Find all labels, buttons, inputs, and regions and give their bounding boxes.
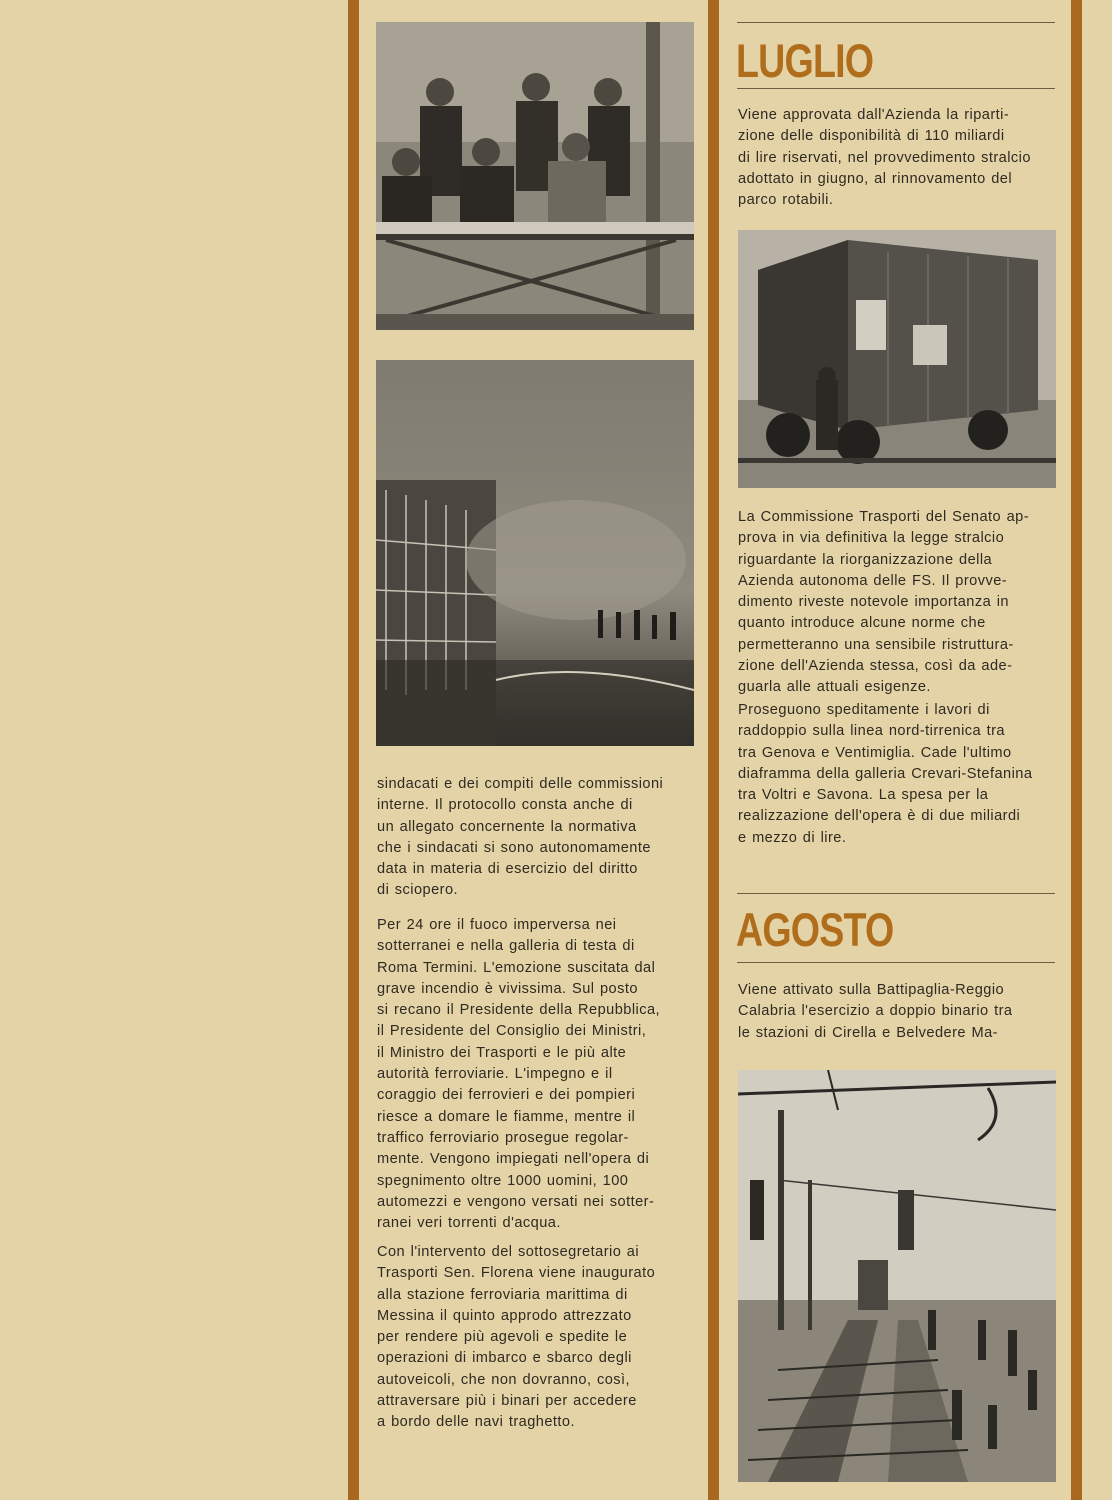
photo-track-construction-site	[738, 1070, 1056, 1482]
text-line: Per 24 ore il fuoco imperversa nei	[377, 917, 617, 933]
text-line: un allegato concernente la normativa	[377, 818, 637, 835]
text-line: Calabria l'esercizio a doppio binario tra	[738, 1003, 1013, 1020]
text-line: riguardante la riorganizzazione della	[738, 551, 993, 568]
text-line: di sciopero.	[377, 882, 459, 899]
text-line: riesce a domare le fiamme, mentre il	[377, 1108, 636, 1125]
right-margin-bar	[1071, 0, 1082, 1500]
text-line: tra Genova e Ventimiglia. Cade l'ultimo	[738, 744, 1012, 761]
photo-freight-wagon	[738, 230, 1056, 488]
text-line: ranei veri torrenti d'acqua.	[377, 1215, 561, 1232]
text-line: Con l'intervento del sottosegretario ai	[377, 1244, 640, 1260]
luglio-rule-top	[737, 22, 1055, 23]
text-line: permetteranno una sensibile ristruttura-	[738, 636, 1014, 653]
text-line: Proseguono speditamente i lavori di	[738, 702, 990, 718]
left-paragraph-1	[377, 774, 663, 902]
text-line: interne. Il protocollo consta anche di	[377, 797, 633, 814]
text-line: traffico ferroviario prosegue regolar-	[377, 1129, 629, 1146]
text-line: prova in via definitiva la legge stralcio	[738, 530, 1005, 547]
text-line: automezzi e vengono versati nei sotter-	[377, 1193, 655, 1210]
text-line: Viene attivato sulla Battipaglia-Reggio	[738, 982, 1005, 998]
text-line: il Ministro dei Trasporti e le più alte	[377, 1044, 627, 1061]
heading-luglio: LUGLIO	[736, 34, 874, 87]
text-line: dimento riveste notevole importanza in	[738, 594, 1009, 611]
text-line: Roma Termini. L'emozione suscitata dal	[377, 959, 656, 976]
left-paragraph-2	[377, 915, 660, 1234]
left-paragraph-3	[377, 1242, 655, 1434]
text-line: a bordo delle navi traghetto.	[377, 1414, 575, 1431]
heading-agosto: AGOSTO	[736, 903, 894, 956]
agosto-rule-top	[737, 893, 1055, 894]
text-line: autorità ferroviarie. L'impegno e il	[377, 1066, 613, 1083]
text-line: zione delle disponibilità di 110 miliardi	[738, 128, 1005, 145]
text-line: Azienda autonoma delle FS. Il provve-	[738, 572, 1008, 589]
text-line: parco rotabili.	[738, 192, 834, 209]
text-line: le stazioni di Cirella e Belvedere Ma-	[738, 1024, 998, 1041]
text-line: La Commissione Trasporti del Senato ap-	[738, 509, 1030, 525]
text-line: zione dell'Azienda stessa, così da ade-	[738, 658, 1013, 675]
text-line: per rendere più agevoli e spedite le	[377, 1329, 628, 1346]
left-margin-bar	[348, 0, 359, 1500]
photo-smoke-filled-station	[376, 360, 694, 746]
text-line: alla stazione ferroviaria marittima di	[377, 1286, 628, 1303]
text-line: grave incendio è vivissima. Sul posto	[377, 980, 638, 997]
text-line: mente. Vengono impiegati nell'opera di	[377, 1151, 650, 1168]
photo-signing-meeting	[376, 22, 694, 330]
text-line: Messina il quinto approdo attrezzato	[377, 1307, 632, 1324]
text-line: attraversare più i binari per accedere	[377, 1393, 637, 1410]
text-line: quanto introduce alcune norme che	[738, 615, 986, 632]
text-line: sindacati e dei compiti delle commissioni	[377, 776, 664, 792]
text-line: adottato in giugno, al rinnovamento del	[738, 170, 1013, 187]
text-line: guarla alle attuali esigenze.	[738, 679, 931, 696]
agosto-paragraph-1	[738, 980, 1012, 1044]
text-line: autoveicoli, che non dovranno, così,	[377, 1371, 631, 1388]
text-line: Viene approvata dall'Azienda la riparti-	[738, 107, 1010, 123]
text-line: data in materia di esercizio del diritto	[377, 861, 638, 878]
text-line: raddoppio sulla linea nord-tirrenica tra	[738, 723, 1005, 740]
text-line: che i sindacati si sono autonomamente	[377, 839, 651, 856]
text-line: operazioni di imbarco e sbarco degli	[377, 1350, 632, 1367]
text-line: si recano il Presidente della Repubblica,	[377, 1002, 661, 1019]
text-line: realizzazione dell'opera è di due miliardi	[738, 808, 1021, 825]
text-line: tra Voltri e Savona. La spesa per la	[738, 787, 989, 804]
luglio-rule-bottom	[737, 88, 1055, 89]
agosto-rule-bottom	[737, 962, 1055, 963]
text-line: di lire riservati, nel provvedimento stralcio	[738, 149, 1031, 166]
text-line: diaframma della galleria Crevari-Stefanina	[738, 765, 1033, 782]
luglio-paragraph-1	[738, 105, 1031, 211]
luglio-paragraph-3	[738, 700, 1032, 849]
text-line: sotterranei e nella galleria di testa di	[377, 938, 635, 955]
text-line: Trasporti Sen. Florena viene inaugurato	[377, 1265, 656, 1282]
luglio-paragraph-2	[738, 507, 1029, 699]
text-line: spegnimento oltre 1000 uomini, 100	[377, 1172, 629, 1189]
center-divider-bar	[708, 0, 719, 1500]
text-line: il Presidente del Consiglio dei Ministri,	[377, 1023, 647, 1040]
text-line: coraggio dei ferrovieri e dei pompieri	[377, 1087, 636, 1104]
text-line: e mezzo di lire.	[738, 829, 847, 846]
